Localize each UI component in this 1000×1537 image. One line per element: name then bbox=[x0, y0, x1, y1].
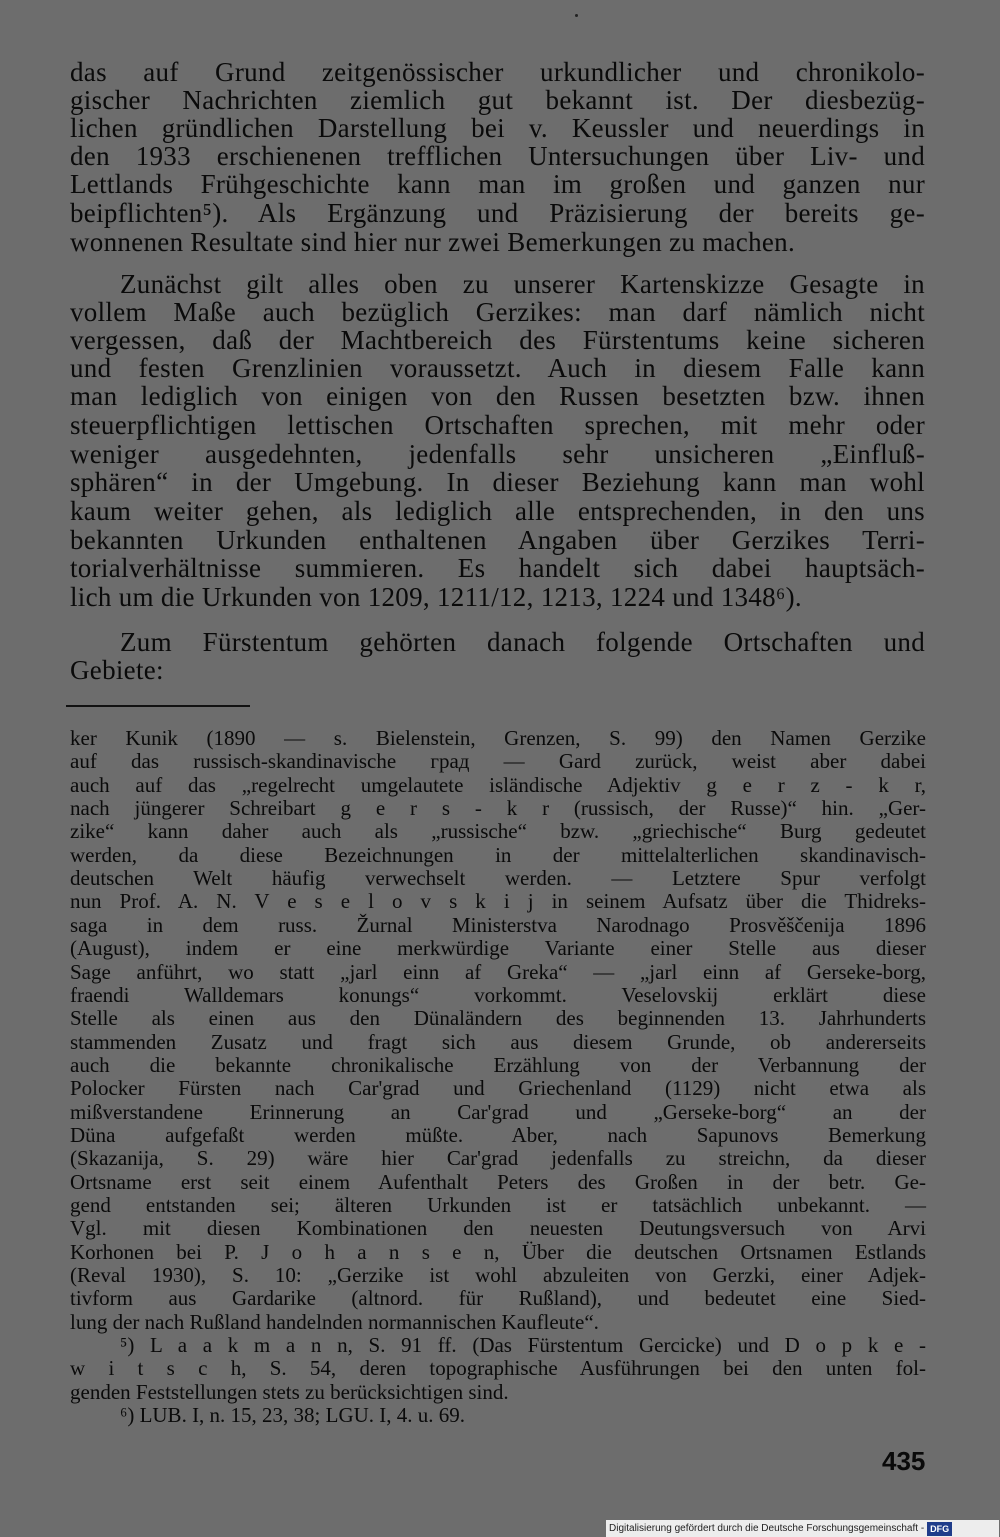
footnote-line: zike“ kann daher auch als „russische“ bzw. „griechische“ Burg gedeutet bbox=[70, 819, 926, 843]
footnote-line: Sage anführt, wo statt „jarl einn af Greka“ — „jarl einn af Gerseke-borg, bbox=[70, 960, 926, 984]
body-line: den 1933 erschienenen trefflichen Untersuchungen über Liv- und bbox=[70, 141, 925, 171]
footnote-line: auf das russisch-skandinavische град — Gard zurück, weist aber dabei bbox=[70, 749, 926, 773]
footnote-line: Polocker Fürsten nach Car'grad und Griechenland (1129) nicht etwa als bbox=[70, 1076, 926, 1100]
footnote-separator bbox=[66, 705, 250, 707]
body-line: gischer Nachrichten ziemlich gut bekannt ist. Der diesbezüg- bbox=[70, 85, 925, 115]
footnote-line: nun Prof. A. N. V e s e l o v s k i j in seinem Aufsatz über die Thidreks- bbox=[70, 889, 926, 913]
body-line: vollem Maße auch bezüglich Gerzikes: man darf nämlich nicht bbox=[70, 297, 925, 327]
footnote-line: nach jüngerer Schreibart g e r s - k r (russisch, der Russe)“ hin. „Ger- bbox=[70, 796, 926, 820]
body-line: bekannten Urkunden enthaltenen Angaben über Gerzikes Terri- bbox=[70, 525, 925, 555]
footnote-line: Stelle als einen aus den Dünaländern des beginnenden 13. Jahrhunderts bbox=[70, 1006, 926, 1030]
body-line: sphären“ in der Umgebung. In dieser Beziehung kann man wohl bbox=[70, 467, 925, 497]
digitization-footer bbox=[606, 1520, 999, 1537]
body-line: lich um die Urkunden von 1209, 1211/12, 1213, 1224 und 1348⁶). bbox=[70, 582, 802, 612]
footnote-line: ⁵) L a a k m a n n, S. 91 ff. (Das Fürstentum Gercicke) und D o p k e - bbox=[120, 1333, 926, 1357]
footnote-line: lung der nach Rußland handelnden normannischen Kaufleute“. bbox=[70, 1310, 599, 1334]
footnote-line: gend entstanden sei; älteren Urkunden ist er tatsächlich unbekannt. — bbox=[70, 1193, 926, 1217]
body-line: kaum weiter gehen, als lediglich alle entsprechenden, in den uns bbox=[70, 496, 925, 526]
body-line: Lettlands Frühgeschichte kann man im großen und ganzen nur bbox=[70, 169, 925, 199]
footnote-line: Korhonen bei P. J o h a n s e n, Über die deutschen Ortsnamen Estlands bbox=[70, 1240, 926, 1264]
body-line: steuerpflichtigen lettischen Ortschaften sprechen, mit mehr oder bbox=[70, 410, 925, 440]
footnote-line: auch auf das „regelrecht umgelautete isländische Adjektiv g e r z - k r, bbox=[70, 773, 926, 797]
footnote-line: auch die bekannte chronikalische Erzählung von der Verbannung der bbox=[70, 1053, 926, 1077]
footnote-line: ker Kunik (1890 — s. Bielenstein, Grenzen, S. 99) den Namen Gerzike bbox=[70, 726, 926, 750]
scan-speck bbox=[575, 14, 578, 17]
body-line: vergessen, daß der Machtbereich des Fürstentums keine sicheren bbox=[70, 325, 925, 355]
footnote-line: w i t s c h, S. 54, deren topographische Ausführungen bei den unten fol- bbox=[70, 1356, 926, 1380]
body-line: man lediglich von einigen von den Russen besetzten bzw. ihnen bbox=[70, 381, 925, 411]
footnote-line: saga in dem russ. Žurnal Ministerstva Narodnago Prosvěščenija 1896 bbox=[70, 913, 926, 937]
body-line: Zunächst gilt alles oben zu unserer Kartenskizze Gesagte in bbox=[120, 269, 925, 299]
footnote-line: werden, da diese Bezeichnungen in der mittelalterlichen skandinavisch- bbox=[70, 843, 926, 867]
footer-text: Digitalisierung gefördert durch die Deutsche Forschungsgemeinschaft - bbox=[609, 1523, 925, 1534]
body-line: beipflichten⁵). Als Ergänzung und Präzisierung der bereits ge- bbox=[70, 198, 925, 228]
body-line: torialverhältnisse summieren. Es handelt sich dabei hauptsäch- bbox=[70, 553, 925, 583]
footnote-line: mißverstandene Erinnerung an Car'grad und „Gerseke-borg“ an der bbox=[70, 1100, 926, 1124]
body-line: lichen gründlichen Darstellung bei v. Keussler und neuerdings in bbox=[70, 113, 925, 143]
footnote-line: (Skazanija, S. 29) wäre hier Car'grad jedenfalls zu streichn, da dieser bbox=[70, 1146, 926, 1170]
footnote-line: Düna aufgefaßt werden müßte. Aber, nach Sapunovs Bemerkung bbox=[70, 1123, 926, 1147]
body-line: und festen Grenzlinien voraussetzt. Auch in diesem Falle kann bbox=[70, 353, 925, 383]
footnote-line: (Reval 1930), S. 10: „Gerzike ist wohl abzuleiten von Gerzki, einer Adjek- bbox=[70, 1263, 926, 1287]
footnote-line: fraendi Walldemars konungs“ vorkommt. Veselovskij erklärt diese bbox=[70, 983, 926, 1007]
footnote-line: tivform aus Gardarike (altnord. für Rußland), und bedeutet eine Sied- bbox=[70, 1286, 926, 1310]
footnote-line: stammenden Zusatz und fragt sich aus diesem Grunde, ob andererseits bbox=[70, 1030, 926, 1054]
body-line: das auf Grund zeitgenössischer urkundlicher und chronikolo- bbox=[70, 57, 925, 87]
footnote-line: genden Feststellungen stets zu berücksichtigen sind. bbox=[70, 1380, 509, 1404]
footnote-line: ⁶) LUB. I, n. 15, 23, 38; LGU. I, 4. u. 69. bbox=[120, 1403, 466, 1427]
footnote-line: Vgl. mit diesen Kombinationen den neuesten Deutungsversuch von Arvi bbox=[70, 1216, 926, 1240]
body-line: wonnenen Resultate sind hier nur zwei Bemerkungen zu machen. bbox=[70, 227, 796, 257]
page-number: 435 bbox=[882, 1446, 926, 1476]
footnote-line: Ortsname erst seit einem Aufenthalt Peters des Großen in der betr. Ge- bbox=[70, 1170, 926, 1194]
footnote-line: (August), indem er eine merkwürdige Variante einer Stelle aus dieser bbox=[70, 936, 926, 960]
body-line: weniger ausgedehnten, jedenfalls sehr unsicheren „Einfluß- bbox=[70, 439, 925, 469]
footnote-line: deutschen Welt häufig verwechselt werden. — Letztere Spur verfolgt bbox=[70, 866, 926, 890]
body-line: Zum Fürstentum gehörten danach folgende Ortschaften und bbox=[120, 627, 925, 657]
dfg-logo: DFG bbox=[927, 1522, 952, 1536]
body-line: Gebiete: bbox=[70, 655, 164, 685]
